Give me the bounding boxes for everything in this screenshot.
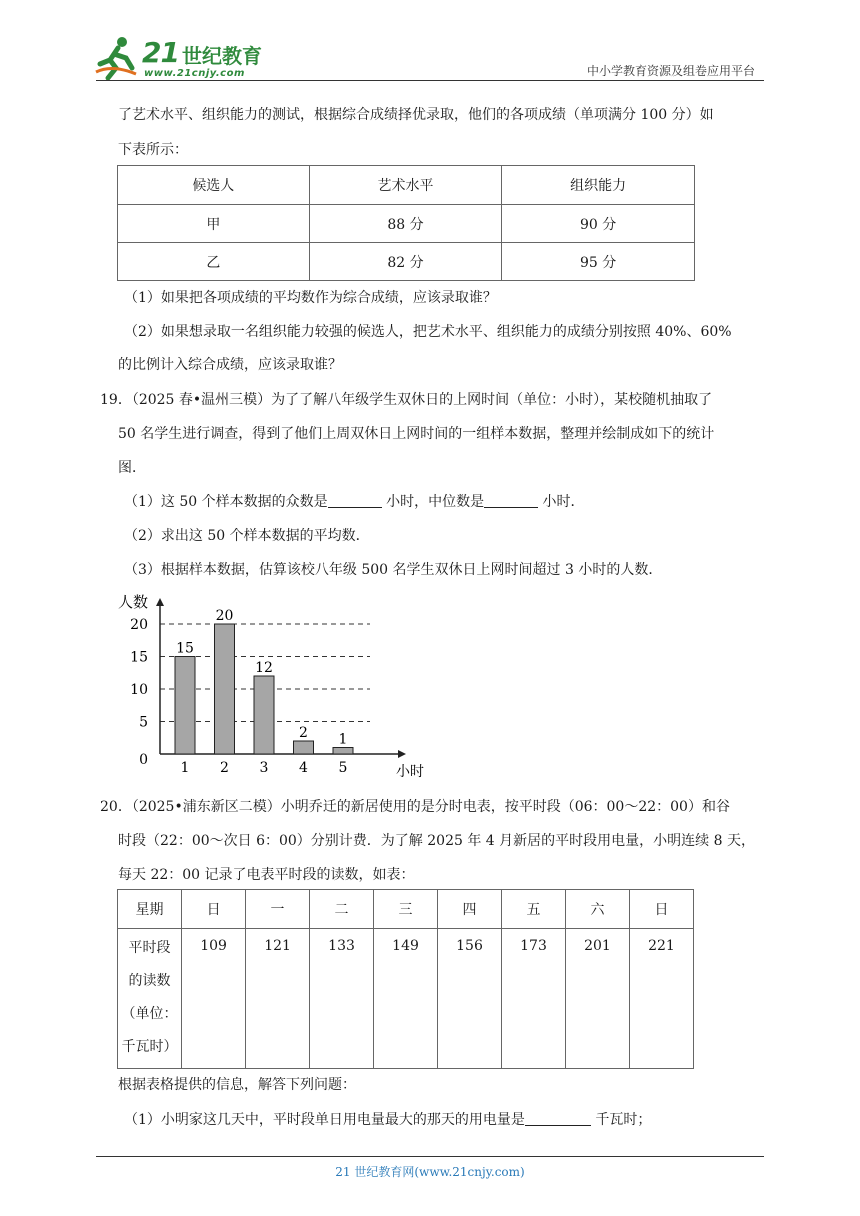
q19-sub1 [124,492,585,512]
table-header-cell: 三 [374,890,438,929]
y-tick-label: 0 [139,752,148,768]
x-tick-label: 3 [259,760,269,776]
answer-blank[interactable] [328,493,382,508]
table-header-cell: 艺术水平 [309,166,502,205]
row-label-line: 平时段 [128,940,171,956]
q20-line1: 20．（2025•浦东新区二模）小明乔迁的新居使用的是分时电表，按平时段（06：00～22：00）和谷 [100,799,730,815]
runner-logo-icon [92,34,142,80]
table-header-cell: 二 [310,890,374,929]
logo-number: 21 [142,36,179,69]
table-cell: 149 [374,929,438,1069]
site-logo [92,34,262,80]
table-cell: 156 [438,929,502,1069]
table-cell: 201 [565,929,629,1069]
table-cell: 109 [182,929,246,1069]
table-header-cell: 五 [502,890,566,929]
logo-name: 世纪教育 [182,44,262,68]
x-tick-label: 2 [220,760,229,776]
header-divider [96,80,764,81]
row-label-cell [118,929,182,1069]
bar-value-label: 20 [215,608,234,624]
bar [254,676,274,754]
q19-sub1-text-a: （1）这 50 个样本数据的众数是 [124,494,328,510]
q20-sub1 [124,1110,651,1130]
q18-score-table [117,165,695,281]
table-header-cell: 组织能力 [502,166,695,205]
table-cell: 221 [629,929,693,1069]
q20-sub1-text-b: 千瓦时； [590,1112,652,1128]
table-cell: 甲 [118,205,310,243]
table-cell: 82 分 [309,243,502,281]
y-tick-label: 15 [130,649,148,666]
q20-line2: 时段（22：00～次日 6：00）分别计费．为了解 2025 年 4 月新居的平时段用电量，小明连续 8 天， [118,833,755,849]
q20-line3: 每天 22：00 记录了电表平时段的读数，如表： [118,867,415,883]
q20-after: 根据表格提供的信息，解答下列问题： [118,1077,356,1093]
table-cell: 133 [310,929,374,1069]
x-tick-label: 1 [180,760,190,776]
q19-sub2: （2）求出这 50 个样本数据的平均数． [124,528,370,544]
q19-line1: 19．（2025 春•温州三模）为了了解八年级学生双休日的上网时间（单位：小时），某校随机抽取了 [100,392,713,408]
table-header-cell: 六 [565,890,629,929]
table-cell: 乙 [118,243,310,281]
row-label-line: 的读数 [128,973,171,989]
table-header-cell: 一 [246,890,310,929]
q18-line2: 下表所示： [118,142,188,158]
table-cell: 90 分 [502,205,695,243]
bar [294,741,314,754]
bar-value-label: 15 [176,640,194,657]
table-header-cell: 日 [629,890,693,929]
q20-meter-table [117,889,694,1069]
q18-sub2-line2: 的比例计入综合成绩，应该录取谁？ [118,357,342,373]
q19-line2: 50 名学生进行调查，得到了他们上周双休日上网时间的一组样本数据，整理并绘制成如下的统计 [118,426,715,442]
x-axis-arrow-icon [398,750,406,758]
answer-blank[interactable] [525,1111,591,1126]
row-label-line: （单位： [121,1006,178,1022]
x-axis-label: 小时 [396,764,424,780]
bar [175,657,195,755]
table-header-cell: 四 [438,890,502,929]
logo-url: www.21cnjy.com [144,68,245,79]
table-header-row [118,890,694,929]
q19-sub1-text-b: 小时，中位数是 [381,494,485,510]
bar-value-label: 1 [338,731,348,748]
bar-value-label: 12 [255,660,273,676]
table-header-cell: 候选人 [118,166,310,205]
table-header-cell: 日 [182,890,246,929]
y-axis-label: 人数 [118,593,149,611]
y-tick-label: 20 [130,617,148,633]
x-tick-label: 5 [338,760,348,776]
table-header-cell: 星期 [118,890,182,929]
row-label-line: 千瓦时） [121,1039,178,1055]
y-tick-label: 10 [130,682,148,698]
footer-text: 21 世纪教育网(www.21cnjy.com) [335,1165,525,1179]
table-cell: 173 [502,929,566,1069]
table-header-row [118,166,695,205]
q18-sub2-line1: （2）如果想录取一名组织能力较强的候选人，把艺术水平、组织能力的成绩分别按照 40%、60% [124,324,732,340]
table-cell: 121 [246,929,310,1069]
q19-sub3: （3）根据样本数据，估算该校八年级 500 名学生双休日上网时间超过 3 小时的人数． [124,562,663,578]
q19-sub1-text-c: 小时． [538,494,585,510]
table-cell: 95 分 [502,243,695,281]
answer-blank[interactable] [484,493,538,508]
table-cell: 88 分 [309,205,502,243]
table-row [118,205,695,243]
footer-divider [96,1156,764,1157]
x-tick-label: 4 [299,760,308,776]
y-tick-label: 5 [139,714,148,731]
table-row [118,243,695,281]
q18-line1: 了艺术水平、组织能力的测试，根据综合成绩择优录取，他们的各项成绩（单项满分 100 分）如 [118,107,714,123]
bar [215,624,235,754]
bar-value-label: 2 [299,725,308,741]
header-platform-text: 中小学教育资源及组卷应用平台 [586,64,755,78]
bar [333,748,353,755]
q19-line3: 图． [118,460,146,476]
table-row [118,929,694,1069]
y-axis-arrow-icon [156,598,164,606]
q18-sub1: （1）如果把各项成绩的平均数作为综合成绩，应该录取谁？ [124,290,497,306]
q20-sub1-text-a: （1）小明家这几天中，平时段单日用电量最大的那天的用电量是 [124,1112,525,1128]
bar-chart [114,590,434,780]
